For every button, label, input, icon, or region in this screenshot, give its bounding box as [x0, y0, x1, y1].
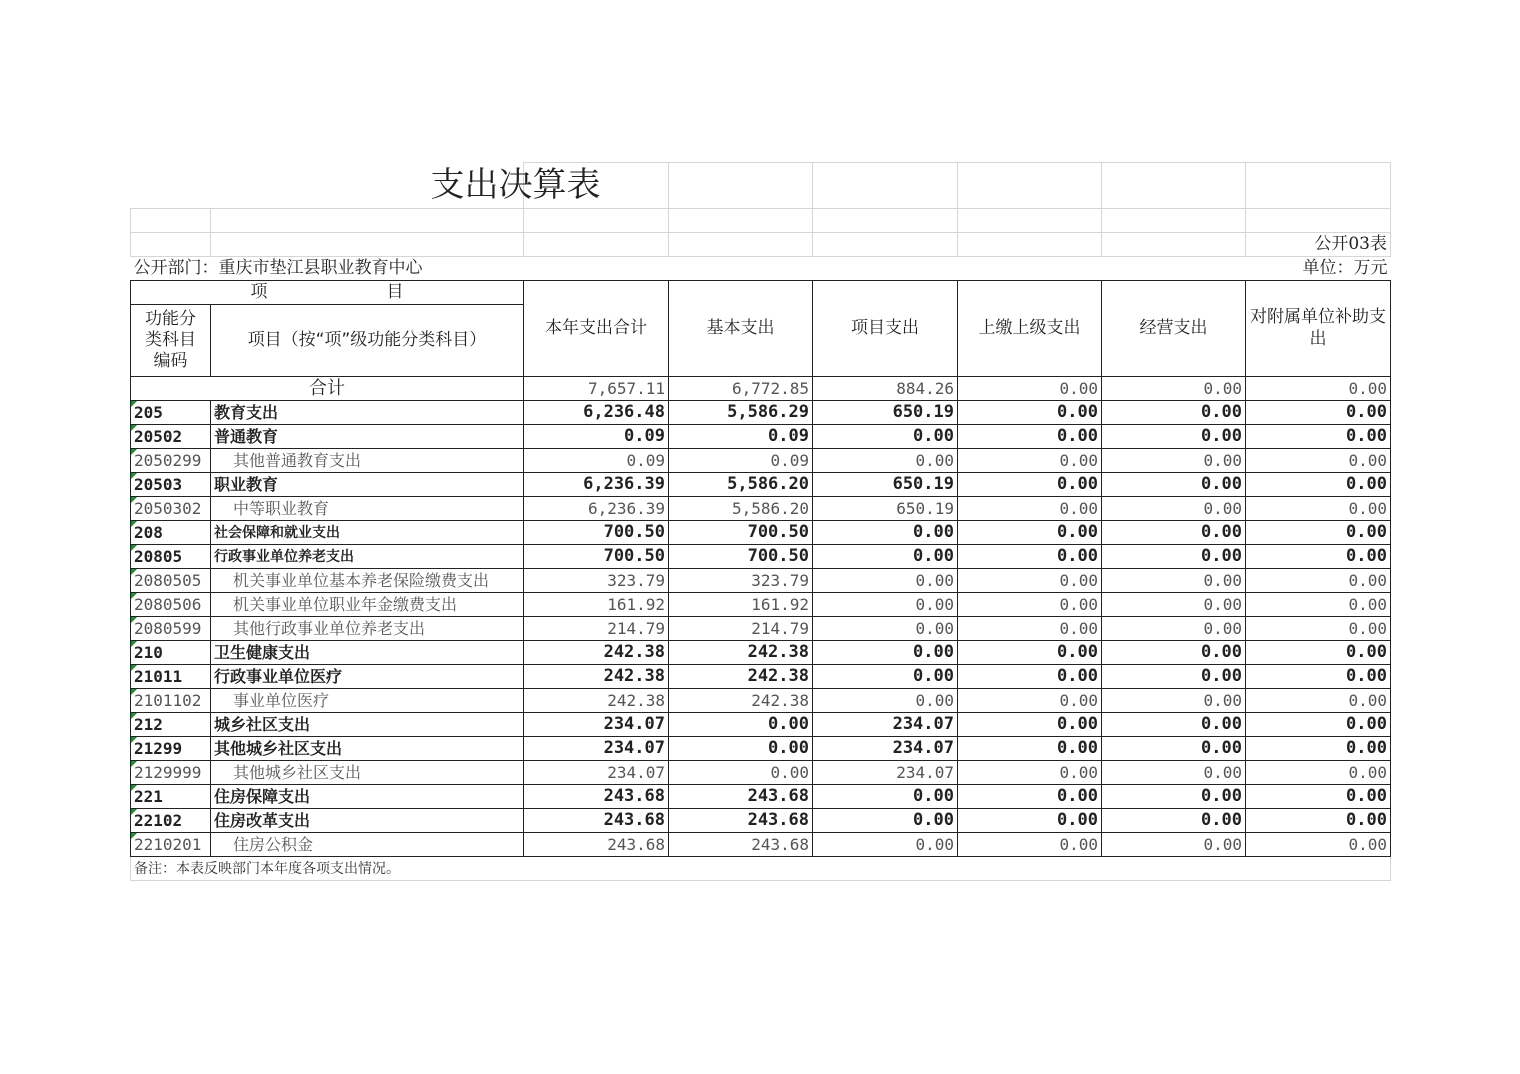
table-note: 备注：本表反映部门本年度各项支出情况。 [131, 857, 1391, 881]
row-value: 243.68 [669, 833, 813, 857]
row-value: 242.38 [669, 689, 813, 713]
table-row [131, 713, 1391, 737]
row-value: 242.38 [669, 665, 813, 689]
row-value: 0.00 [813, 665, 958, 689]
row-value: 0.00 [1246, 473, 1391, 497]
row-name: 住房公积金 [211, 833, 524, 857]
row-name: 行政事业单位养老支出 [211, 545, 524, 569]
row-code: 2210201 [131, 833, 211, 857]
row-code: 2050299 [131, 449, 211, 473]
table-row [131, 809, 1391, 833]
row-value: 0.00 [1102, 617, 1246, 641]
table-row [131, 593, 1391, 617]
row-code: 2080505 [131, 569, 211, 593]
row-value: 0.00 [1102, 425, 1246, 449]
row-value: 0.00 [1102, 449, 1246, 473]
table-row [131, 497, 1391, 521]
row-value: 0.00 [1102, 809, 1246, 833]
row-value: 0.00 [1102, 761, 1246, 785]
row-code: 21299 [131, 737, 211, 761]
row-value: 0.00 [958, 593, 1102, 617]
table-row [131, 569, 1391, 593]
row-value: 650.19 [813, 401, 958, 425]
row-value: 650.19 [813, 497, 958, 521]
row-value: 5,586.29 [669, 401, 813, 425]
total-value: 884.26 [813, 377, 958, 401]
row-code: 212 [131, 713, 211, 737]
header-name: 项目（按“项”级功能分类科目） [211, 305, 524, 377]
row-value: 0.00 [1246, 785, 1391, 809]
row-value: 234.07 [524, 761, 669, 785]
header-col-total: 本年支出合计 [524, 281, 669, 377]
row-value: 0.00 [958, 665, 1102, 689]
row-value: 0.00 [958, 473, 1102, 497]
row-value: 0.00 [1246, 665, 1391, 689]
table-row [131, 521, 1391, 545]
table-row [131, 761, 1391, 785]
row-value: 700.50 [669, 521, 813, 545]
department-label: 公开部门：重庆市垫江县职业教育中心 [131, 257, 958, 281]
row-value: 0.00 [813, 809, 958, 833]
table-row [131, 833, 1391, 857]
row-value: 161.92 [669, 593, 813, 617]
row-value: 0.00 [1246, 617, 1391, 641]
row-value: 0.00 [958, 761, 1102, 785]
row-value: 0.00 [1246, 401, 1391, 425]
row-value: 234.07 [524, 713, 669, 737]
row-value: 6,236.39 [524, 497, 669, 521]
row-value: 0.00 [813, 545, 958, 569]
row-value: 0.00 [669, 737, 813, 761]
row-value: 700.50 [669, 545, 813, 569]
row-name: 其他行政事业单位养老支出 [211, 617, 524, 641]
row-value: 0.00 [1246, 689, 1391, 713]
row-value: 0.00 [813, 593, 958, 617]
header-col-basic: 基本支出 [669, 281, 813, 377]
row-value: 5,586.20 [669, 473, 813, 497]
table-row [131, 545, 1391, 569]
header-col-remit: 上缴上级支出 [958, 281, 1102, 377]
row-name: 其他城乡社区支出 [211, 737, 524, 761]
row-value: 0.00 [1246, 497, 1391, 521]
total-row [131, 377, 1391, 401]
row-value: 243.68 [669, 809, 813, 833]
row-value: 0.00 [1102, 545, 1246, 569]
row-value: 0.00 [958, 689, 1102, 713]
total-value: 0.00 [958, 377, 1102, 401]
row-code: 2080599 [131, 617, 211, 641]
row-value: 0.00 [1102, 569, 1246, 593]
row-value: 0.00 [1102, 473, 1246, 497]
row-value: 0.00 [958, 401, 1102, 425]
row-code: 20805 [131, 545, 211, 569]
row-code: 205 [131, 401, 211, 425]
total-value: 7,657.11 [524, 377, 669, 401]
row-name: 卫生健康支出 [211, 641, 524, 665]
row-value: 0.00 [1246, 713, 1391, 737]
table-row [131, 449, 1391, 473]
row-value: 243.68 [524, 809, 669, 833]
row-value: 0.00 [813, 689, 958, 713]
row-value: 243.68 [524, 785, 669, 809]
table-row [131, 401, 1391, 425]
row-value: 0.00 [1102, 689, 1246, 713]
row-value: 0.00 [958, 641, 1102, 665]
row-value: 0.00 [1246, 521, 1391, 545]
row-value: 0.00 [813, 425, 958, 449]
row-value: 0.00 [958, 737, 1102, 761]
row-name: 机关事业单位职业年金缴费支出 [211, 593, 524, 617]
row-value: 0.00 [958, 809, 1102, 833]
row-code: 208 [131, 521, 211, 545]
row-value: 0.00 [958, 713, 1102, 737]
row-value: 0.00 [813, 521, 958, 545]
row-value: 0.00 [1102, 833, 1246, 857]
header-col-project: 项目支出 [813, 281, 958, 377]
row-value: 0.00 [1246, 809, 1391, 833]
row-name: 事业单位医疗 [211, 689, 524, 713]
row-code: 2050302 [131, 497, 211, 521]
row-code: 2080506 [131, 593, 211, 617]
row-value: 700.50 [524, 521, 669, 545]
row-value: 700.50 [524, 545, 669, 569]
total-value: 0.00 [1102, 377, 1246, 401]
row-value: 650.19 [813, 473, 958, 497]
row-code: 20503 [131, 473, 211, 497]
table-row [131, 617, 1391, 641]
row-value: 234.07 [524, 737, 669, 761]
row-value: 0.00 [1246, 641, 1391, 665]
row-name: 中等职业教育 [211, 497, 524, 521]
row-value: 323.79 [524, 569, 669, 593]
total-value: 0.00 [1246, 377, 1391, 401]
row-code: 221 [131, 785, 211, 809]
row-code: 21011 [131, 665, 211, 689]
row-value: 5,586.20 [669, 497, 813, 521]
row-code: 210 [131, 641, 211, 665]
row-value: 0.00 [958, 785, 1102, 809]
row-value: 0.00 [1102, 401, 1246, 425]
row-value: 0.00 [1102, 713, 1246, 737]
row-code: 22102 [131, 809, 211, 833]
row-value: 0.00 [1246, 545, 1391, 569]
row-value: 214.79 [524, 617, 669, 641]
row-value: 234.07 [813, 737, 958, 761]
row-value: 0.00 [813, 617, 958, 641]
row-value: 0.09 [669, 425, 813, 449]
total-value: 6,772.85 [669, 377, 813, 401]
table-row [131, 785, 1391, 809]
row-value: 0.00 [1246, 593, 1391, 617]
row-value: 242.38 [524, 689, 669, 713]
row-name: 住房改革支出 [211, 809, 524, 833]
row-value: 0.09 [524, 425, 669, 449]
row-value: 0.00 [958, 833, 1102, 857]
row-value: 0.09 [669, 449, 813, 473]
header-col-subsidy: 对附属单位补助支出 [1246, 281, 1391, 377]
row-value: 6,236.39 [524, 473, 669, 497]
table-row [131, 641, 1391, 665]
row-name: 职业教育 [211, 473, 524, 497]
row-value: 242.38 [524, 665, 669, 689]
row-value: 0.00 [1102, 737, 1246, 761]
row-name: 其他普通教育支出 [211, 449, 524, 473]
form-number: 公开03表 [1246, 233, 1391, 257]
table-row [131, 737, 1391, 761]
row-name: 教育支出 [211, 401, 524, 425]
row-value: 0.00 [1102, 641, 1246, 665]
row-value: 0.00 [813, 569, 958, 593]
row-value: 0.00 [958, 497, 1102, 521]
row-value: 0.00 [813, 641, 958, 665]
row-value: 0.00 [813, 833, 958, 857]
table-row [131, 473, 1391, 497]
spreadsheet [130, 162, 1390, 881]
row-code: 2129999 [131, 761, 211, 785]
row-name: 机关事业单位基本养老保险缴费支出 [211, 569, 524, 593]
row-code: 2101102 [131, 689, 211, 713]
header-code: 功能分类科目编码 [131, 305, 211, 377]
row-value: 0.00 [958, 521, 1102, 545]
row-name: 行政事业单位医疗 [211, 665, 524, 689]
row-value: 0.00 [1246, 425, 1391, 449]
row-value: 0.00 [1246, 737, 1391, 761]
row-value: 0.00 [1246, 761, 1391, 785]
header-item-group: 项 目 [131, 281, 524, 305]
row-name: 其他城乡社区支出 [211, 761, 524, 785]
row-value: 242.38 [524, 641, 669, 665]
row-value: 0.00 [1246, 449, 1391, 473]
row-value: 243.68 [669, 785, 813, 809]
row-value: 0.00 [1246, 569, 1391, 593]
row-value: 6,236.48 [524, 401, 669, 425]
row-name: 普通教育 [211, 425, 524, 449]
page-title: 支出决算表 [430, 165, 601, 206]
row-value: 243.68 [524, 833, 669, 857]
table-row [131, 425, 1391, 449]
row-value: 0.00 [958, 545, 1102, 569]
row-name: 住房保障支出 [211, 785, 524, 809]
row-name: 城乡社区支出 [211, 713, 524, 737]
row-name: 社会保障和就业支出 [211, 521, 524, 545]
row-value: 0.00 [669, 713, 813, 737]
row-value: 0.00 [813, 449, 958, 473]
table-row [131, 665, 1391, 689]
row-value: 0.00 [1102, 665, 1246, 689]
expenditure-table [130, 162, 1391, 881]
row-value: 0.00 [1102, 593, 1246, 617]
row-code: 20502 [131, 425, 211, 449]
total-label: 合计 [131, 377, 524, 401]
row-value: 242.38 [669, 641, 813, 665]
row-value: 0.00 [813, 785, 958, 809]
header-col-operating: 经营支出 [1102, 281, 1246, 377]
row-value: 0.00 [958, 617, 1102, 641]
row-value: 234.07 [813, 713, 958, 737]
row-value: 0.00 [1102, 497, 1246, 521]
row-value: 161.92 [524, 593, 669, 617]
row-value: 0.00 [1102, 521, 1246, 545]
row-value: 0.00 [1246, 833, 1391, 857]
row-value: 0.09 [524, 449, 669, 473]
row-value: 323.79 [669, 569, 813, 593]
unit-label: 单位：万元 [1246, 257, 1391, 281]
row-value: 0.00 [958, 569, 1102, 593]
row-value: 0.00 [669, 761, 813, 785]
row-value: 0.00 [958, 425, 1102, 449]
row-value: 234.07 [813, 761, 958, 785]
row-value: 214.79 [669, 617, 813, 641]
table-row [131, 689, 1391, 713]
row-value: 0.00 [958, 449, 1102, 473]
row-value: 0.00 [1102, 785, 1246, 809]
